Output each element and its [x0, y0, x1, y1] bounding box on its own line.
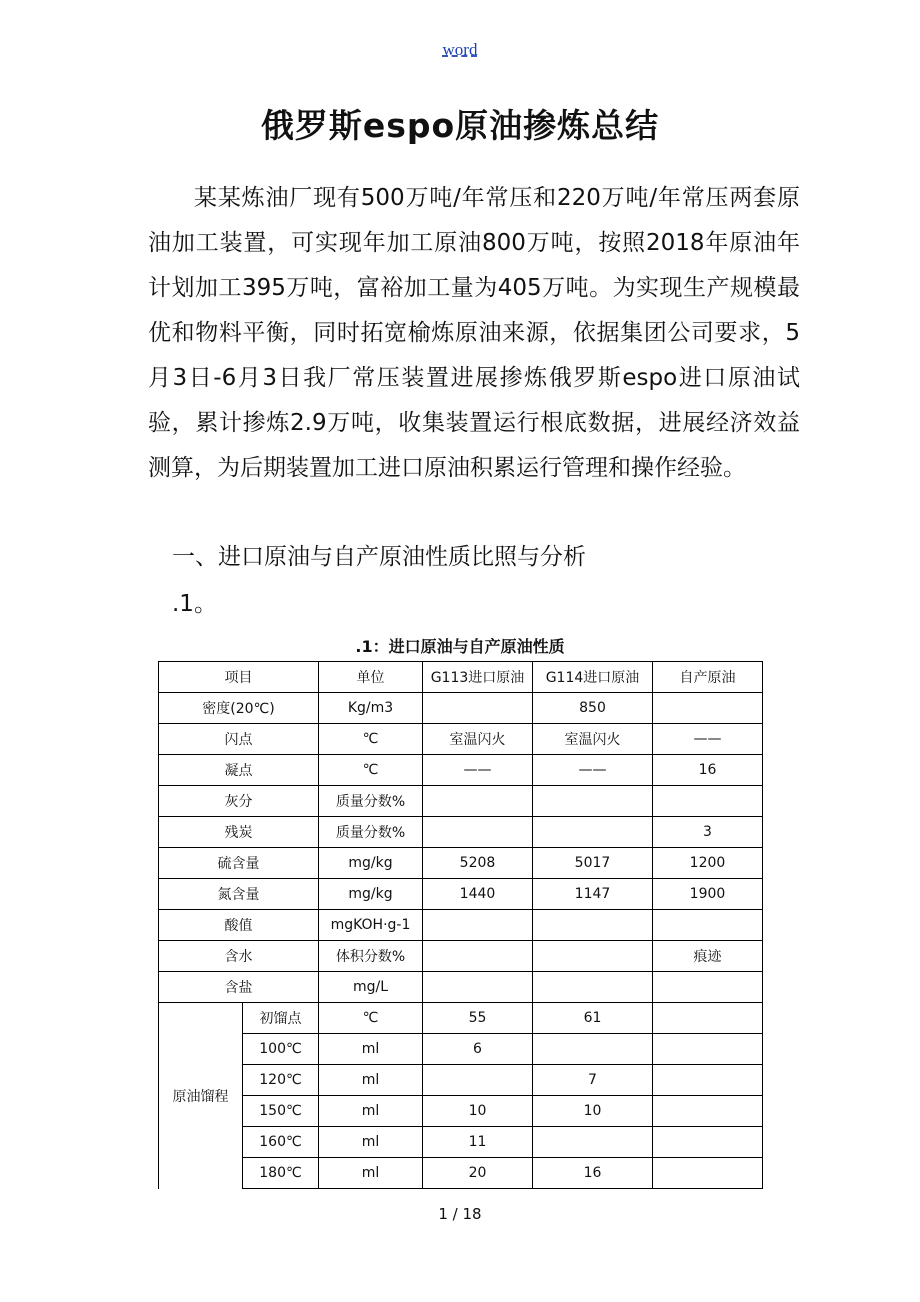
distillation-g114-cell: 16 [533, 1158, 653, 1189]
table-row [159, 786, 763, 817]
row-g113-cell [423, 693, 533, 724]
row-own-cell [653, 786, 763, 817]
distillation-sub-cell: 180℃ [243, 1158, 319, 1189]
distillation-g113-cell: 11 [423, 1127, 533, 1158]
row-item-cell: 灰分 [159, 786, 319, 817]
row-g113-cell: 室温闪火 [423, 724, 533, 755]
distillation-group-label: 原油馏程 [159, 1003, 243, 1189]
header-cell-g113: G113进口原油 [423, 662, 533, 693]
row-item-cell: 氮含量 [159, 879, 319, 910]
distillation-row [159, 1034, 763, 1065]
distillation-row [159, 1003, 763, 1034]
row-unit-cell: ℃ [319, 755, 423, 786]
table-row [159, 910, 763, 941]
header-word-link[interactable] [0, 40, 920, 60]
row-own-cell [653, 910, 763, 941]
page-number: 1 / 18 [438, 1205, 482, 1223]
distillation-row [159, 1127, 763, 1158]
distillation-g114-cell: 61 [533, 1003, 653, 1034]
header-cell-g114: G114进口原油 [533, 662, 653, 693]
row-g114-cell: 850 [533, 693, 653, 724]
row-g113-cell [423, 941, 533, 972]
row-g113-cell [423, 786, 533, 817]
header-cell-unit: 单位 [319, 662, 423, 693]
distillation-unit-cell: ml [319, 1127, 423, 1158]
oil-properties-table [158, 661, 763, 1189]
distillation-g113-cell: 20 [423, 1158, 533, 1189]
distillation-unit-cell: ℃ [319, 1003, 423, 1034]
distillation-own-cell [653, 1003, 763, 1034]
distillation-g113-cell: 10 [423, 1096, 533, 1127]
row-unit-cell: 体积分数% [319, 941, 423, 972]
row-g113-cell [423, 972, 533, 1003]
table-row [159, 817, 763, 848]
row-unit-cell: 质量分数% [319, 817, 423, 848]
distillation-unit-cell: ml [319, 1034, 423, 1065]
header-link-text[interactable]: word [442, 40, 478, 59]
distillation-g114-cell [533, 1034, 653, 1065]
row-item-cell: 含盐 [159, 972, 319, 1003]
table-row [159, 755, 763, 786]
row-g114-cell: —— [533, 755, 653, 786]
distillation-g113-cell: 55 [423, 1003, 533, 1034]
distillation-g114-cell [533, 1127, 653, 1158]
header-cell-own: 自产原油 [653, 662, 763, 693]
header-cell-item: 项目 [159, 662, 319, 693]
row-item-cell: 凝点 [159, 755, 319, 786]
row-g114-cell: 室温闪火 [533, 724, 653, 755]
distillation-sub-cell: 160℃ [243, 1127, 319, 1158]
distillation-g113-cell: 6 [423, 1034, 533, 1065]
row-own-cell: 痕迹 [653, 941, 763, 972]
row-item-cell: 残炭 [159, 817, 319, 848]
row-unit-cell: mgKOH·g-1 [319, 910, 423, 941]
row-own-cell: 1200 [653, 848, 763, 879]
row-g114-cell: 5017 [533, 848, 653, 879]
table-row [159, 848, 763, 879]
row-g113-cell [423, 817, 533, 848]
table-row [159, 879, 763, 910]
distillation-g113-cell [423, 1065, 533, 1096]
distillation-row [159, 1065, 763, 1096]
row-unit-cell: mg/kg [319, 879, 423, 910]
section-heading: 一、进口原油与自产原油性质比照与分析 [172, 544, 586, 570]
row-unit-cell: Kg/m3 [319, 693, 423, 724]
table-row [159, 693, 763, 724]
table-caption: .1：进口原油与自产原油性质 [355, 637, 565, 656]
row-g113-cell: 5208 [423, 848, 533, 879]
row-g114-cell [533, 910, 653, 941]
row-unit-cell: 质量分数% [319, 786, 423, 817]
row-own-cell [653, 693, 763, 724]
row-item-cell: 闪点 [159, 724, 319, 755]
row-g114-cell [533, 786, 653, 817]
section-subheading: .1。 [172, 591, 217, 617]
distillation-sub-cell: 150℃ [243, 1096, 319, 1127]
distillation-own-cell [653, 1096, 763, 1127]
intro-paragraph: 某某炼油厂现有500万吨/年常压和220万吨/年常压两套原油加工装置，可实现年加工原油800万吨，按照2018年原油年计划加工395万吨，富裕加工量为405万吨。为实现生产规模最优和物料平衡，同时拓宽榆炼原油来源，依据集团公司要求，5月3日-6月3日我厂常压装置进展掺炼俄罗斯espo进口原油试验，累计掺炼2.9万吨，收集装置运行根底数据，进展经济效益测算，为后期装置加工进口原油积累运行管理和操作经验。 [148, 185, 800, 481]
distillation-unit-cell: ml [319, 1065, 423, 1096]
row-item-cell: 含水 [159, 941, 319, 972]
distillation-row [159, 1096, 763, 1127]
row-item-cell: 硫含量 [159, 848, 319, 879]
row-g113-cell: 1440 [423, 879, 533, 910]
distillation-sub-cell: 120℃ [243, 1065, 319, 1096]
row-g113-cell: —— [423, 755, 533, 786]
row-g114-cell [533, 941, 653, 972]
row-g114-cell: 1147 [533, 879, 653, 910]
distillation-row [159, 1158, 763, 1189]
distillation-sub-cell: 100℃ [243, 1034, 319, 1065]
row-g114-cell [533, 817, 653, 848]
row-own-cell [653, 972, 763, 1003]
row-unit-cell: mg/kg [319, 848, 423, 879]
table-row [159, 941, 763, 972]
row-g113-cell [423, 910, 533, 941]
row-item-cell: 密度(20℃) [159, 693, 319, 724]
distillation-sub-cell: 初馏点 [243, 1003, 319, 1034]
distillation-unit-cell: ml [319, 1158, 423, 1189]
distillation-own-cell [653, 1127, 763, 1158]
table-row [159, 724, 763, 755]
table-header-row [159, 662, 763, 693]
row-own-cell: —— [653, 724, 763, 755]
distillation-own-cell [653, 1034, 763, 1065]
distillation-unit-cell: ml [319, 1096, 423, 1127]
table-row [159, 972, 763, 1003]
distillation-g114-cell: 7 [533, 1065, 653, 1096]
row-unit-cell: ℃ [319, 724, 423, 755]
row-item-cell: 酸值 [159, 910, 319, 941]
row-own-cell: 3 [653, 817, 763, 848]
row-own-cell: 16 [653, 755, 763, 786]
distillation-own-cell [653, 1065, 763, 1096]
distillation-own-cell [653, 1158, 763, 1189]
row-g114-cell [533, 972, 653, 1003]
row-own-cell: 1900 [653, 879, 763, 910]
distillation-g114-cell: 10 [533, 1096, 653, 1127]
document-title: 俄罗斯espo原油掺炼总结 [260, 106, 660, 145]
row-unit-cell: mg/L [319, 972, 423, 1003]
